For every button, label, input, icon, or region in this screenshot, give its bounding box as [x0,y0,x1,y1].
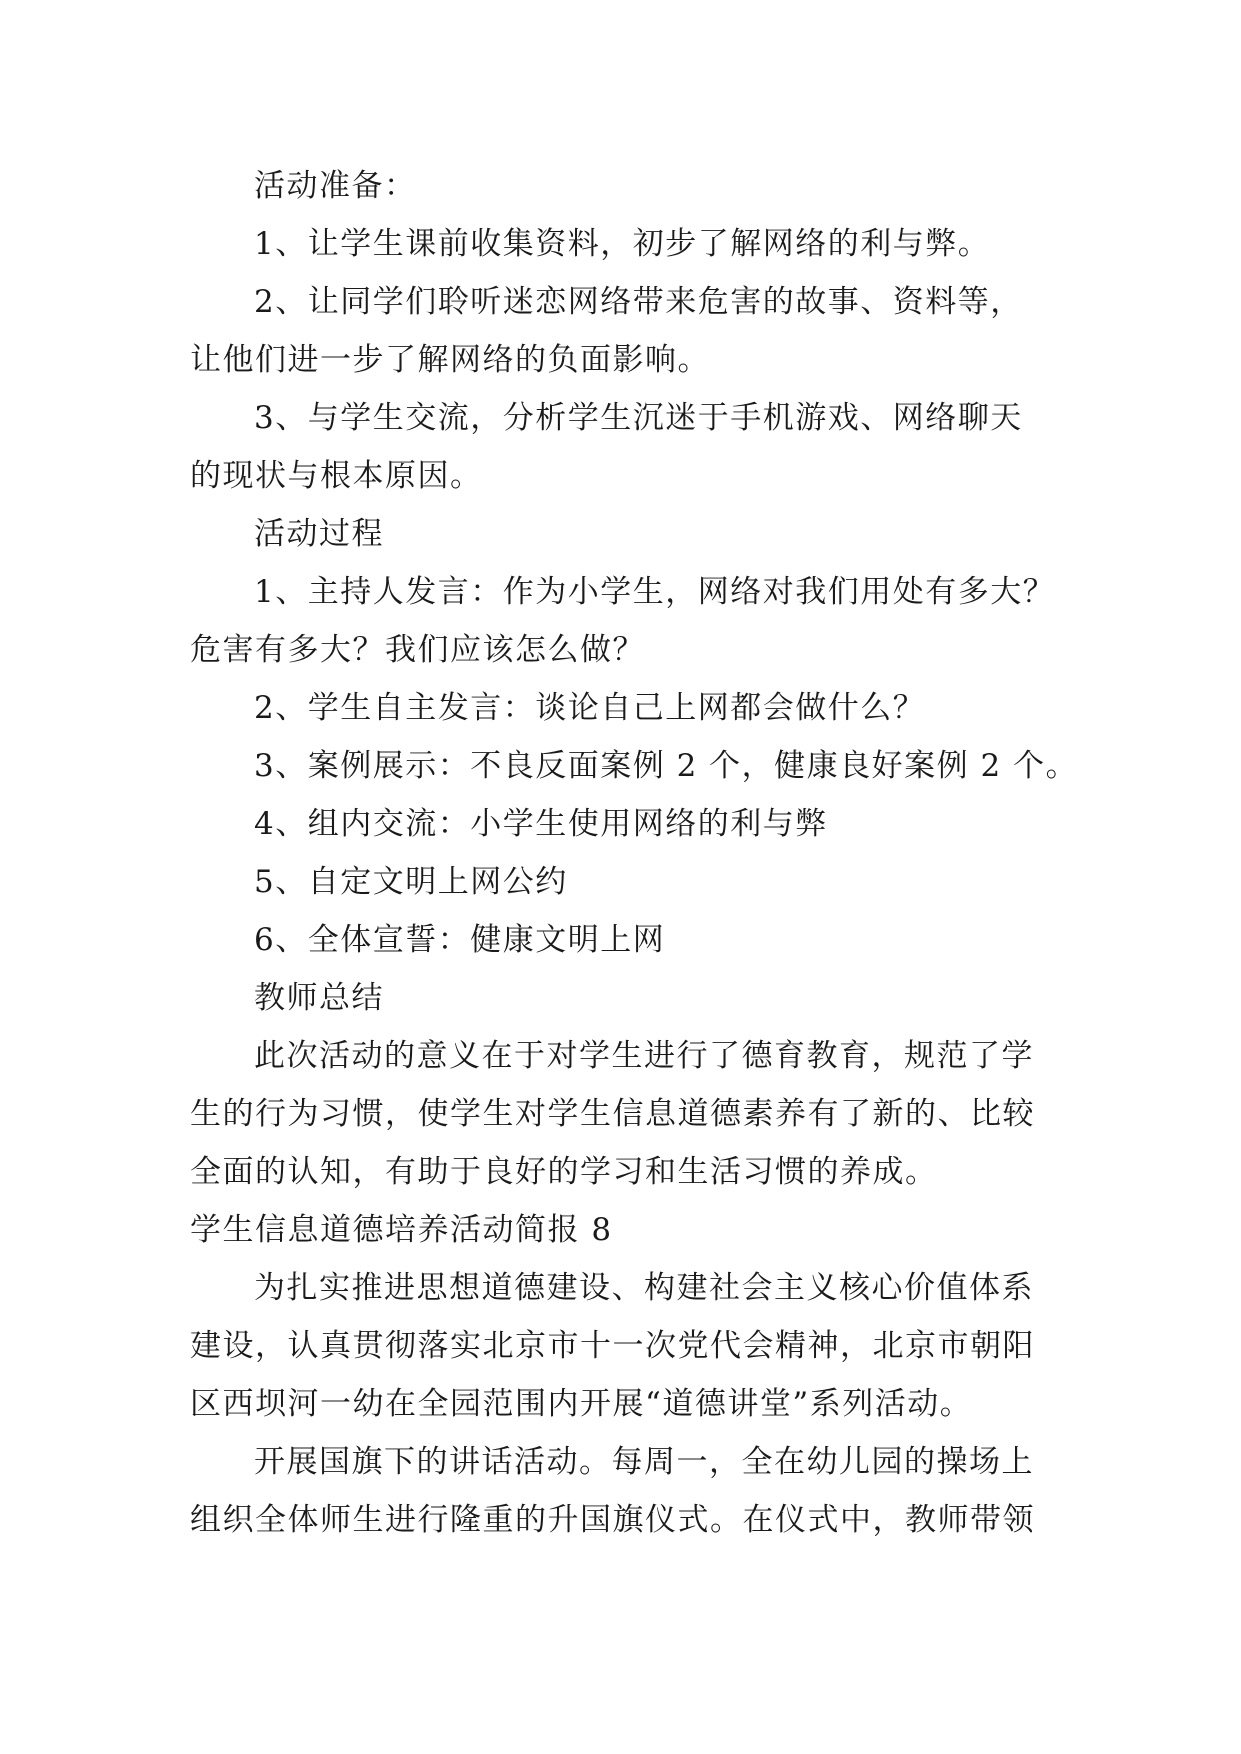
article-title: 学生信息道德培养活动简报 8 [190,1212,613,1248]
paragraph-line: 为扎实推进思想道德建设、构建社会主义核心价值体系 [254,1270,1034,1306]
paragraph-line: 组织全体师生进行隆重的升国旗仪式。在仪式中，教师带领 [190,1502,1035,1538]
paragraph-line: 此次活动的意义在于对学生进行了德育教育，规范了学 [254,1038,1034,1074]
section-heading-summary: 教师总结 [254,980,384,1016]
paragraph-line: 区西坝河一幼在全园范围内开展“道德讲堂”系列活动。 [190,1386,973,1422]
paragraph-line: 3、案例展示：不良反面案例 2 个，健康良好案例 2 个。 [254,748,1079,784]
paragraph-line: 2、学生自主发言：谈论自己上网都会做什么？ [254,690,926,726]
section-heading-preparation: 活动准备： [254,168,417,204]
paragraph-line: 4、组内交流：小学生使用网络的利与弊 [254,806,828,842]
paragraph-line: 危害有多大？我们应该怎么做？ [190,632,645,668]
paragraph-line: 1、让学生课前收集资料，初步了解网络的利与弊。 [254,226,991,262]
paragraph-line: 全面的认知，有助于良好的学习和生活习惯的养成。 [190,1154,938,1190]
paragraph-line: 建设，认真贯彻落实北京市十一次党代会精神，北京市朝阳 [190,1328,1035,1364]
paragraph-line: 生的行为习惯，使学生对学生信息道德素养有了新的、比较 [190,1096,1035,1132]
paragraph-line: 1、主持人发言：作为小学生，网络对我们用处有多大？ [254,574,1056,610]
section-heading-process: 活动过程 [254,516,384,552]
paragraph-line: 6、全体宣誓：健康文明上网 [254,922,666,958]
paragraph-line: 让他们进一步了解网络的负面影响。 [190,342,710,378]
paragraph-line: 5、自定文明上网公约 [254,864,568,900]
paragraph-line: 3、与学生交流，分析学生沉迷于手机游戏、网络聊天 [254,400,1023,436]
paragraph-line: 开展国旗下的讲话活动。每周一，全在幼儿园的操场上 [254,1444,1034,1480]
paragraph-line: 的现状与根本原因。 [190,458,483,494]
paragraph-line: 2、让同学们聆听迷恋网络带来危害的故事、资料等， [254,284,1023,320]
